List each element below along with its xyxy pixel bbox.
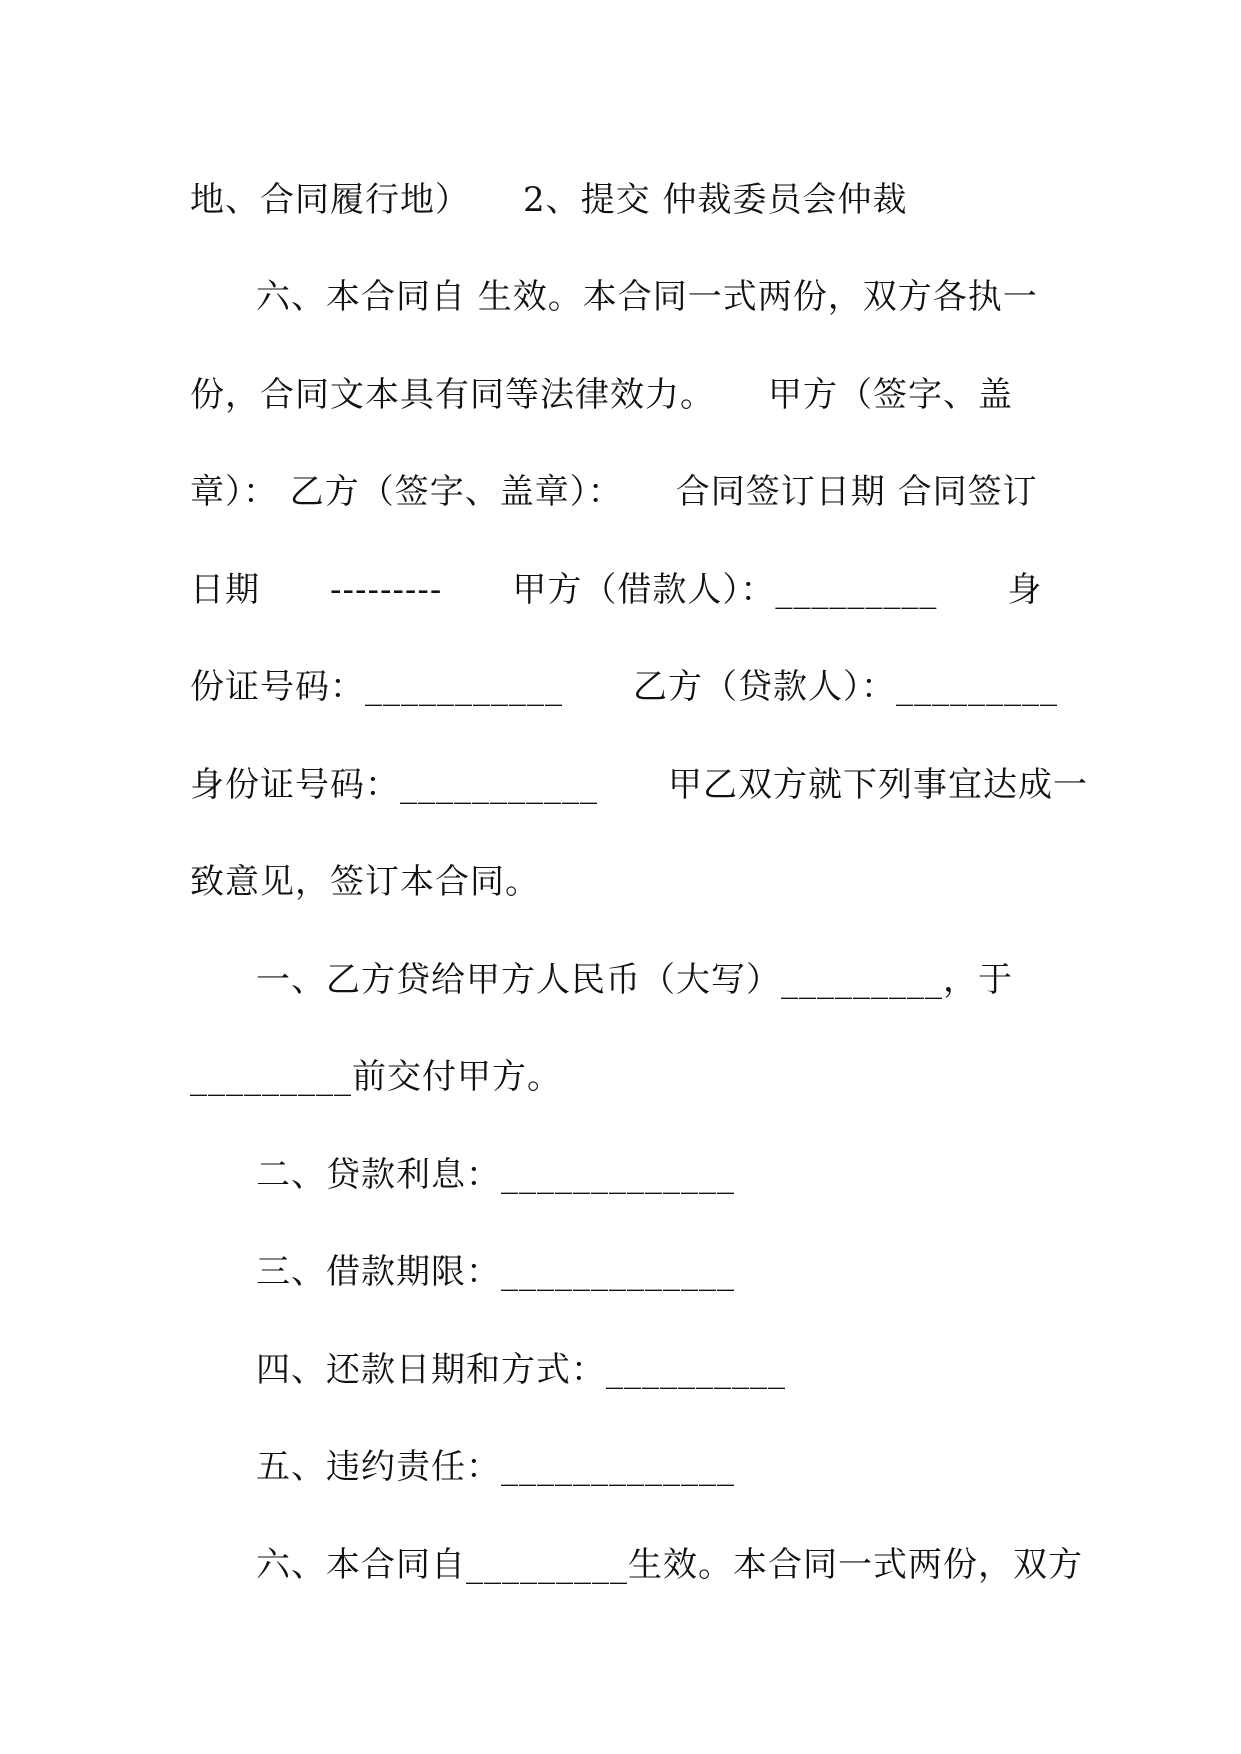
text-line-15: 六、本合同自_________生效。本合同一式两份，双方 <box>256 1545 1083 1585</box>
text-line-6: 份证号码：___________ 乙方（贷款人）：_________ <box>190 667 1058 707</box>
text-line-4: 章）： 乙方（签字、盖章）： 合同签订日期 合同签订 <box>190 472 1038 512</box>
text-line-9: 一、乙方贷给甲方人民币（大写）_________，于 <box>256 960 1013 1000</box>
text-line-1: 地、合同履行地） 2、提交 仲裁委员会仲裁 <box>190 180 908 220</box>
text-line-14: 五、违约责任：_____________ <box>256 1447 735 1487</box>
text-line-3: 份，合同文本具有同等法律效力。 甲方（签字、盖 <box>190 375 1013 415</box>
text-line-8: 致意见，签订本合同。 <box>190 862 540 902</box>
text-line-13: 四、还款日期和方式：__________ <box>256 1350 786 1390</box>
text-line-7: 身份证号码：___________ 甲乙双方就下列事宜达成一 <box>190 765 1088 805</box>
text-line-11: 二、贷款利息：_____________ <box>256 1155 735 1195</box>
text-line-12: 三、借款期限：_____________ <box>256 1252 735 1292</box>
text-line-10: _________前交付甲方。 <box>190 1057 562 1097</box>
text-line-2: 六、本合同自 生效。本合同一式两份，双方各执一 <box>256 277 1038 317</box>
text-line-5: 日期 --------- 甲方（借款人）：_________ 身 <box>190 570 1043 610</box>
